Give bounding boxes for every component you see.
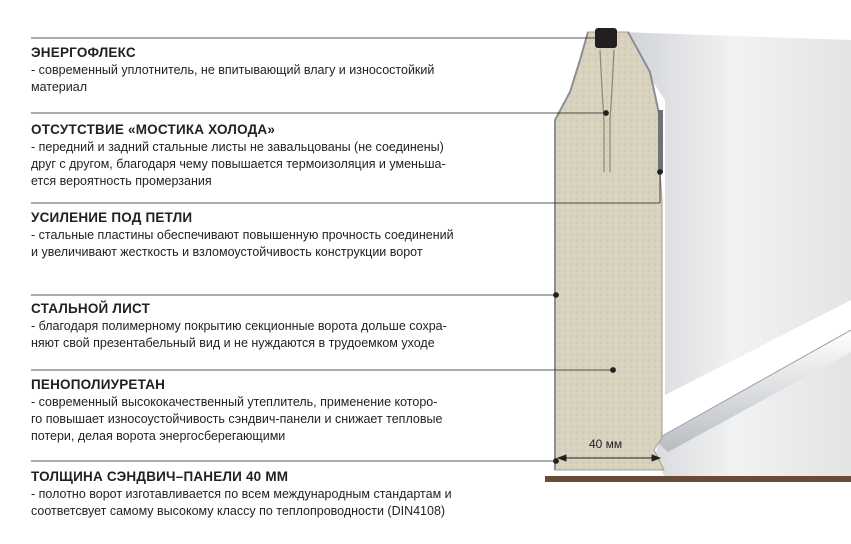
annotation-text: и увеличивают жесткость и взломоустойчивость конструкции ворот bbox=[31, 245, 423, 259]
annotation-text: ется вероятность промерзания bbox=[31, 174, 212, 188]
annotation-title: ТОЛЩИНА СЭНДВИЧ–ПАНЕЛИ 40 ММ bbox=[31, 469, 289, 484]
annotation-text: няют свой презентабельный вид и не нуждаются в трудоемком уходе bbox=[31, 336, 435, 350]
annotation-title: УСИЛЕНИЕ ПОД ПЕТЛИ bbox=[31, 210, 193, 225]
annotation-energoflex bbox=[31, 44, 531, 96]
dimension-label: 40 мм bbox=[589, 437, 623, 451]
annotation-text: - современный уплотнитель, не впитывающий влагу и износостойкий bbox=[31, 63, 435, 77]
annotation-text: материал bbox=[31, 80, 87, 94]
hinge-plate bbox=[658, 110, 663, 172]
leader-dot-4 bbox=[554, 293, 559, 298]
annotation-text: соответсвует самому высокому классу по теплопроводности (DIN4108) bbox=[31, 504, 446, 518]
leader-dot-6 bbox=[554, 459, 559, 464]
annotation-steel-sheet bbox=[31, 300, 531, 352]
annotation-text: - полотно ворот изготавливается по всем международным стандартам и bbox=[31, 487, 452, 501]
annotation-text: друг с другом, благодаря чему повышается термоизоляция и уменьша- bbox=[31, 157, 446, 171]
annotation-text: - передний и задний стальные листы не завальцованы (не соединены) bbox=[31, 140, 444, 154]
annotation-title: СТАЛЬНОЙ ЛИСТ bbox=[31, 301, 151, 316]
annotation-text: - благодаря полимерному покрытию секционные ворота дольше сохра- bbox=[31, 319, 447, 333]
annotation-hinge-reinforcement bbox=[31, 209, 531, 261]
annotation-polyurethane bbox=[31, 376, 531, 445]
annotation-title: ПЕНОПОЛИУРЕТАН bbox=[31, 377, 166, 392]
leader-dot-1 bbox=[598, 36, 603, 41]
leader-dot-5 bbox=[611, 368, 616, 373]
leader-dot-3 bbox=[658, 170, 663, 175]
leader-dot-2 bbox=[604, 111, 609, 116]
annotation-title: ЭНЕРГОФЛЕКС bbox=[31, 45, 136, 60]
annotation-text: потери, делая ворота энергосберегающими bbox=[31, 429, 286, 443]
annotation-cold-bridge bbox=[31, 121, 531, 190]
annotation-title: ОТСУТСТВИЕ «МОСТИКА ХОЛОДА» bbox=[31, 122, 276, 137]
annotation-text: - стальные пластины обеспечивают повышенную прочность соединений bbox=[31, 228, 454, 242]
floor-strip bbox=[545, 476, 851, 482]
annotation-thickness bbox=[31, 468, 531, 520]
foam-core bbox=[555, 32, 664, 470]
annotation-text: - современный высококачественный утеплитель, применение которо- bbox=[31, 395, 438, 409]
annotation-text: го повышает износоустойчивость сэндвич-панели и снижает тепловые bbox=[31, 412, 443, 426]
